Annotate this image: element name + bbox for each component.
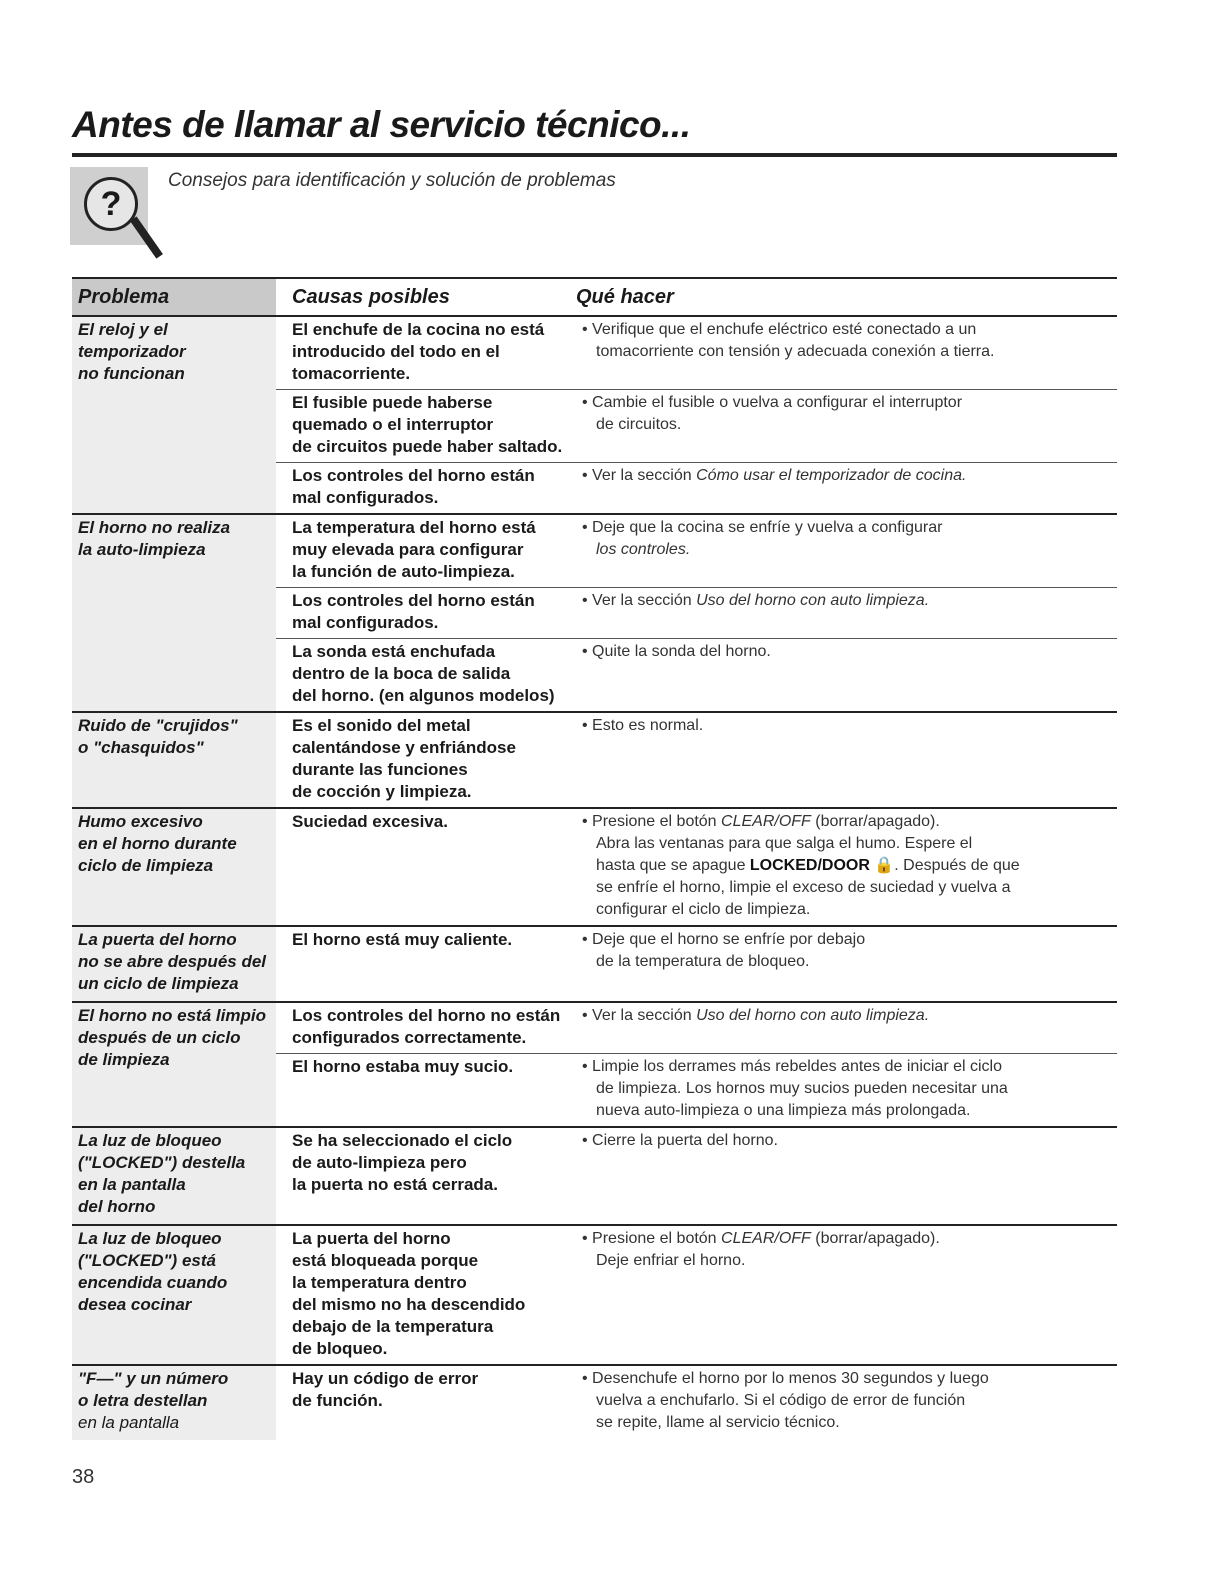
table-row	[276, 317, 1117, 389]
problem-group	[72, 1126, 1117, 1224]
cause-cell: Los controles del horno no están configurados correctamente.	[292, 1006, 561, 1047]
cause-cell: La sonda está enchufada dentro de la boca de salida del horno. (en algunos modelos)	[292, 642, 555, 705]
table-row	[276, 927, 1117, 977]
problem-group	[72, 315, 1117, 513]
todo-cell	[572, 1228, 1117, 1360]
todo-cell: • Quite la sonda del horno.	[582, 643, 771, 660]
problem-text: La luz de bloqueo ("LOCKED") está encendida cuando desea cocinar	[78, 1229, 228, 1314]
page-subtitle: Consejos para identificación y solución de problemas	[168, 170, 616, 191]
table-row	[276, 638, 1117, 711]
problem-cell	[72, 713, 276, 807]
todo-cell	[572, 1005, 1117, 1049]
cause-cell: Se ha seleccionado el ciclo de auto-limpieza pero la puerta no está cerrada.	[292, 1131, 513, 1194]
magnifier-question-icon	[70, 167, 148, 245]
problem-cell	[72, 1226, 276, 1364]
cause-cell: Los controles del horno están mal configurados.	[292, 466, 535, 507]
todo-cell: • Cierre la puerta del horno.	[582, 1132, 778, 1149]
cause-cell: La temperatura del horno está muy elevada para configurar la función de auto-limpieza.	[292, 518, 536, 581]
header-todo: Qué hacer	[576, 286, 674, 308]
title-rule	[72, 153, 1117, 157]
todo-emphasis: CLEAR/OFF	[721, 813, 811, 830]
table-row	[276, 587, 1117, 638]
problem-cell	[72, 927, 276, 1001]
problem-group	[72, 711, 1117, 807]
header-problem: Problema	[72, 279, 276, 315]
problem-group	[72, 807, 1117, 925]
table-row	[276, 462, 1117, 513]
todo-emphasis: Uso del horno con auto limpieza.	[696, 1007, 930, 1024]
cause-cell: El enchufe de la cocina no está introducido del todo en el tomacorriente.	[292, 320, 545, 383]
problem-group	[72, 925, 1117, 1001]
todo-text: • Deje que la cocina se enfríe y vuelva a configurar	[582, 519, 943, 536]
cause-cell: El horno está muy caliente.	[292, 930, 513, 949]
problem-cell	[72, 1366, 276, 1440]
todo-text: • Presione el botón	[582, 813, 722, 830]
todo-cell: • Cambie el fusible o vuelva a configurar el interruptor de circuitos.	[582, 394, 963, 433]
troubleshooting-table	[72, 277, 1117, 1440]
problem-group	[72, 1364, 1117, 1440]
cause-rows	[276, 515, 1117, 711]
problem-text: La puerta del horno no se abre después del un ciclo de limpieza	[78, 930, 267, 993]
problem-cell	[72, 809, 276, 925]
table-row	[276, 1128, 1117, 1200]
page-title: Antes de llamar al servicio técnico...	[72, 104, 691, 145]
cause-rows	[276, 1003, 1117, 1126]
todo-cell: • Limpie los derrames más rebeldes antes de iniciar el ciclo de limpieza. Los hornos muy sucios pueden necesitar una nueva auto-limpieza o una limpieza más prolongada.	[582, 1058, 1008, 1119]
cause-rows	[276, 1128, 1117, 1224]
table-row	[276, 1366, 1117, 1438]
table-row	[276, 515, 1117, 587]
todo-cell: • Verifique que el enchufe eléctrico esté conectado a un tomacorriente con tensión y adecuada conexión a tierra.	[582, 321, 995, 360]
cause-cell: Es el sonido del metal calentándose y enfriándose durante las funciones de cocción y limpieza.	[292, 716, 516, 801]
cause-cell: Los controles del horno están mal configurados.	[292, 591, 535, 632]
problem-cell	[72, 1003, 276, 1126]
table-row	[276, 1226, 1117, 1364]
page-number: 38	[72, 1466, 95, 1488]
todo-text: • Ver la sección	[582, 592, 697, 609]
problem-cell	[72, 1128, 276, 1224]
problem-text: Ruido de "crujidos" o "chasquidos"	[78, 716, 238, 757]
todo-text-cont: (borrar/apagado). Deje enfriar el horno.	[596, 1230, 940, 1269]
todo-emphasis: Cómo usar el temporizador de cocina.	[696, 467, 967, 484]
cause-rows	[276, 713, 1117, 807]
todo-text-tail: . Después de que se enfríe el horno, limpie el exceso de suciedad y vuelva a configurar el ciclo de limpieza.	[596, 857, 1020, 918]
cause-rows	[276, 317, 1117, 513]
todo-text: • Ver la sección	[582, 1007, 697, 1024]
problem-group	[72, 1224, 1117, 1364]
todo-emphasis: Uso del horno con auto limpieza.	[696, 592, 930, 609]
cause-cell: La puerta del horno está bloqueada porque la temperatura dentro del mismo no ha descendido debajo de la temperatura de bloqueo.	[292, 1229, 526, 1358]
problem-text: "F—" y un número o letra destellan	[78, 1369, 229, 1410]
table-row	[276, 389, 1117, 462]
cause-rows	[276, 1366, 1117, 1440]
table-row	[276, 809, 1117, 925]
todo-text: • Ver la sección	[582, 467, 697, 484]
cause-cell: Suciedad excesiva.	[292, 812, 448, 831]
todo-cell: • Esto es normal.	[582, 717, 704, 734]
todo-cell	[572, 590, 1117, 634]
todo-cell	[572, 811, 1117, 921]
todo-emphasis: CLEAR/OFF	[721, 1230, 811, 1247]
todo-text: • Presione el botón	[582, 1230, 722, 1247]
todo-text-cont: (borrar/apagado). Abra las ventanas para que salga el humo. Espere el hasta que se apague	[596, 813, 973, 874]
problem-text-secondary: en la pantalla	[78, 1413, 180, 1432]
problem-text: Humo excesivo en el horno durante ciclo de limpieza	[78, 812, 237, 875]
todo-strong: LOCKED/DOOR 🔒	[749, 857, 895, 874]
cause-rows	[276, 927, 1117, 1001]
table-row	[276, 713, 1117, 807]
table-header	[72, 279, 1117, 315]
cause-cell: Hay un código de error de función.	[292, 1369, 479, 1410]
question-mark-icon: ?	[84, 177, 138, 231]
table-row	[276, 1003, 1117, 1053]
table-row	[276, 1053, 1117, 1126]
header-causes: Causas posibles	[292, 286, 450, 308]
problem-text: El horno no realiza la auto-limpieza	[78, 518, 231, 559]
todo-cell: • Desenchufe el horno por lo menos 30 segundos y luego vuelva a enchufarlo. Si el código de error de función se repite, llame al servicio técnico.	[582, 1370, 989, 1431]
todo-cell	[572, 465, 1117, 509]
cause-rows	[276, 1226, 1117, 1364]
todo-cell: • Deje que el horno se enfríe por debajo de la temperatura de bloqueo.	[582, 931, 866, 970]
problem-cell	[72, 317, 276, 513]
problem-text: El reloj y el temporizador no funcionan	[78, 320, 186, 383]
cause-rows	[276, 809, 1117, 925]
problem-cell	[72, 515, 276, 711]
problem-text: La luz de bloqueo ("LOCKED") destella en la pantalla del horno	[78, 1131, 246, 1216]
magnifier-handle	[130, 216, 163, 258]
problem-group	[72, 513, 1117, 711]
problem-group	[72, 1001, 1117, 1126]
todo-cell	[572, 517, 1117, 583]
problem-text: El horno no está limpio después de un ciclo de limpieza	[78, 1006, 266, 1069]
cause-cell: El horno estaba muy sucio.	[292, 1057, 514, 1076]
table-body	[72, 315, 1117, 1440]
todo-emphasis: los controles.	[596, 541, 691, 558]
cause-cell: El fusible puede haberse quemado o el interruptor de circuitos puede haber saltado.	[292, 393, 563, 456]
